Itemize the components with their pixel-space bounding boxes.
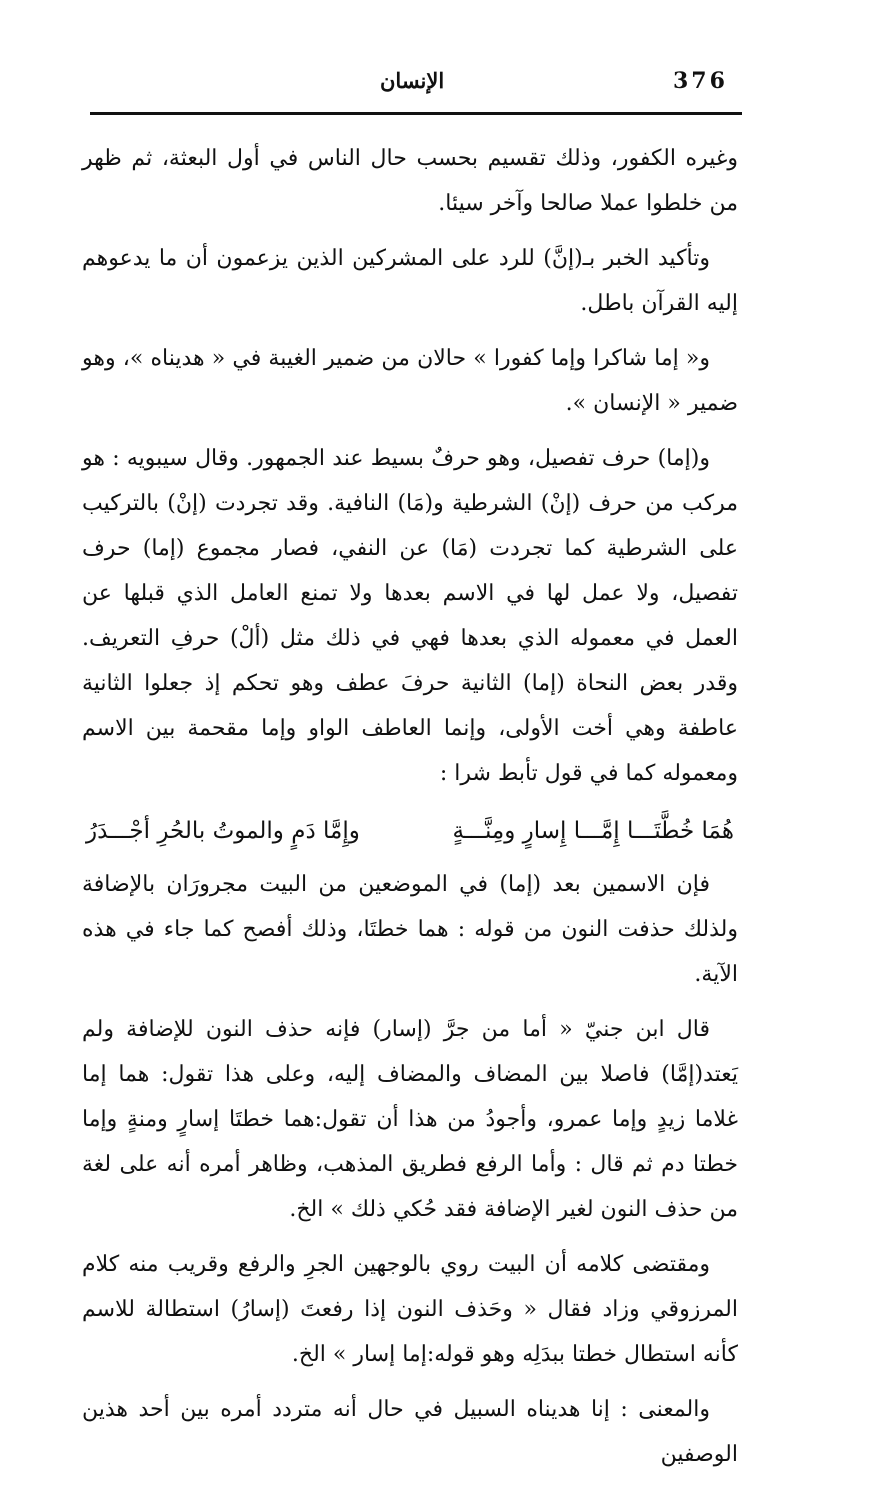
page-header bbox=[90, 62, 742, 106]
paragraph-8: والمعنى : إنا هديناه السبيل في حال أنه متردد أمره بين أحد هذين الوصفين bbox=[82, 1397, 738, 1467]
paragraph-3: و« إما شاكرا وإما كفورا » حالان من ضمير الغيبة في « هديناه »، وهو ضمير « الإنسان ». bbox=[82, 346, 738, 416]
page-number: 376 bbox=[673, 68, 728, 94]
poetry-verse bbox=[82, 806, 738, 856]
paragraph-2: وتأكيد الخبر بـ(إنَّ) للرد على المشركين الذين يزعمون أن ما يدعوهم إليه القرآن باطل. bbox=[82, 246, 738, 316]
paragraph-1: وغيره الكفور، وذلك تقسيم بحسب حال الناس في أول البعثة، ثم ظهر من خلطوا عملا صالحا وآخر سيئا. bbox=[82, 146, 738, 216]
paragraph-7: ومقتضى كلامه أن البيت روي بالوجهين الجرِ والرفع وقريب منه كلام المرزوقي وزاد فقال « وحَذف النون إذا رفعتَ (إسارُ) استطالة للاسم كأنه استطال خطتا ببدَلِه وهو قوله:إما إسار » الخ. bbox=[82, 1252, 738, 1367]
verse-second-hemistich: وإِمَّا دَمٍ والموتُ بالحُرِ أجْـــدَرُ bbox=[86, 818, 360, 844]
paragraph-4: و(إما) حرف تفصيل، وهو حرفٌ بسيط عند الجمهور. وقال سيبويه : هو مركب من حرف (إنْ) الشرطية و(مَا) النافية. وقد تجردت (إنْ) بالتركيب على الشرطية كما تجردت (مَا) عن النفي، فصار مجموع (إما) حرف تفصيل، ولا عمل لها في الاسم بعدها ولا تمنع العامل الذي قبلها عن العمل في معموله الذي بعدها فهي في ذلك مثل (ألْ) حرفِ التعريف. وقدر بعض النحاة (إما) الثانية حرفَ عطف وهو تحكم إذ جعلوا الثانية عاطفة وهي أخت الأولى، وإنما العاطف الواو وإما مقحمة بين الاسم ومعموله كما في قول تأبط شرا : bbox=[82, 446, 738, 786]
paragraph-5: فإن الاسمين بعد (إما) في الموضعين من البيت مجرورَان بالإضافة ولذلك حذفت النون من قوله : هما خطتَا، وذلك أفصح كما جاء في هذه الآية. bbox=[82, 872, 738, 987]
verse-first-hemistich: هُمَا خُطَّتَـــا إِمَّـــا إِسارٍ ومِنَّـــةٍ bbox=[452, 818, 734, 844]
paragraph-6: قال ابن جنيّ « أما من جرَّ (إسار) فإنه حذف النون للإضافة ولم يَعتد(إمَّا) فاصلا بين المضاف والمضاف إليه، وعلى هذا تقول: هما إما غلاما زيدٍ وإما عمرو، وأجودُ من هذا أن تقول:هما خطتَا إسارٍ ومنةٍ وإما خطتا دم ثم قال : وأما الرفع فطريق المذهب، وظاهر أمره أنه على لغة من حذف النون لغير الإضافة فقد حُكي ذلك » الخ. bbox=[82, 1017, 738, 1222]
running-title: الإنسان bbox=[380, 68, 445, 93]
header-rule bbox=[90, 112, 742, 115]
page-body bbox=[82, 136, 738, 1487]
